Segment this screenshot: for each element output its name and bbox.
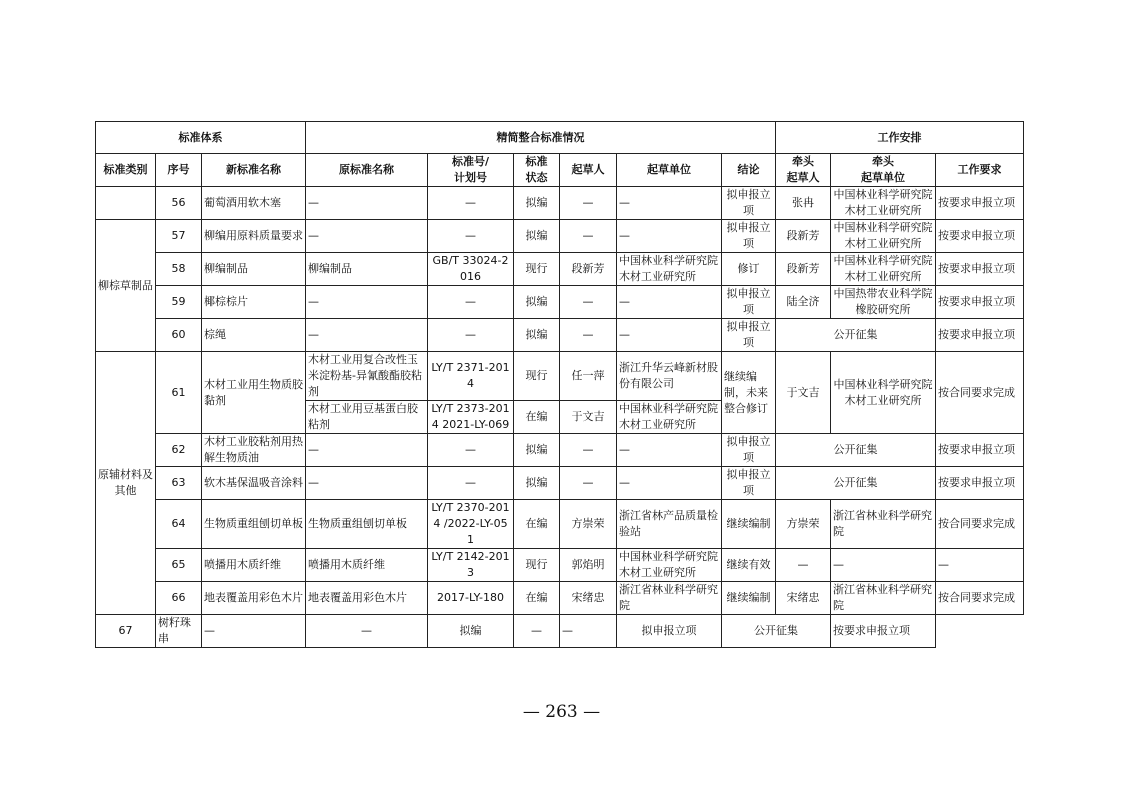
col-lead-drafter: 牵头 起草人 — [776, 154, 831, 187]
std-no: 2017-LY-180 — [428, 582, 514, 615]
drafter: — — [560, 286, 617, 319]
row-no: 59 — [156, 286, 202, 319]
status: 拟编 — [514, 434, 560, 467]
requirement: 按要求申报立项 — [936, 434, 1024, 467]
orig-name: 生物质重组刨切单板 — [306, 500, 428, 549]
open-collection: 公开征集 — [722, 615, 831, 648]
open-collection: 公开征集 — [776, 467, 936, 500]
col-requirement: 工作要求 — [936, 154, 1024, 187]
status: 在编 — [514, 582, 560, 615]
requirement: 按要求申报立项 — [936, 187, 1024, 220]
status: 拟编 — [514, 187, 560, 220]
col-no: 序号 — [156, 154, 202, 187]
requirement: 按要求申报立项 — [936, 253, 1024, 286]
std-no: — — [428, 220, 514, 253]
lead-unit: 中国林业科学研究院木材工业研究所 — [831, 352, 936, 434]
orig-name: — — [306, 187, 428, 220]
row-no: 58 — [156, 253, 202, 286]
std-no: — — [428, 187, 514, 220]
draft-unit: 浙江省林业科学研究院 — [617, 582, 722, 615]
group-work-arrangement: 工作安排 — [776, 122, 1024, 154]
conclusion: 拟申报立项 — [722, 319, 776, 352]
table-row — [96, 286, 1024, 319]
draft-unit: — — [617, 187, 722, 220]
category-raw: 原辅材料及其他 — [96, 352, 156, 615]
requirement: 按合同要求完成 — [936, 352, 1024, 434]
lead-unit: 中国热带农业科学院橡胶研究所 — [831, 286, 936, 319]
std-no: LY/T 2373-2014 2021-LY-069 — [428, 401, 514, 434]
drafter: 郭焰明 — [560, 549, 617, 582]
drafter: 于文吉 — [560, 401, 617, 434]
requirement: 按合同要求完成 — [936, 582, 1024, 615]
new-name: 生物质重组刨切单板 — [202, 500, 306, 549]
new-name: 柳编用原料质量要求 — [202, 220, 306, 253]
draft-unit: 浙江升华云峰新材股份有限公司 — [617, 352, 722, 401]
new-name: 地表覆盖用彩色木片 — [202, 582, 306, 615]
drafter: — — [560, 434, 617, 467]
lead-unit: 中国林业科学研究院木材工业研究所 — [831, 220, 936, 253]
group-streamline-situation: 精简整合标准情况 — [306, 122, 776, 154]
col-new-name: 新标准名称 — [202, 154, 306, 187]
col-orig-name: 原标准名称 — [306, 154, 428, 187]
conclusion: 修订 — [722, 253, 776, 286]
lead-drafter: 段新芳 — [776, 253, 831, 286]
std-no: LY/T 2371-2014 — [428, 352, 514, 401]
requirement: 按要求申报立项 — [936, 286, 1024, 319]
draft-unit: 中国林业科学研究院木材工业研究所 — [617, 253, 722, 286]
std-no: — — [428, 319, 514, 352]
table-row — [96, 467, 1024, 500]
col-std-no: 标准号/ 计划号 — [428, 154, 514, 187]
row-no: 65 — [156, 549, 202, 582]
table-row — [96, 352, 1024, 401]
table-row — [96, 187, 1024, 220]
lead-unit: — — [831, 549, 936, 582]
new-name: 树籽珠串 — [156, 615, 202, 648]
orig-name: — — [306, 319, 428, 352]
lead-drafter: 陆全济 — [776, 286, 831, 319]
new-name: 椰棕棕片 — [202, 286, 306, 319]
status: 拟编 — [514, 220, 560, 253]
table-row — [96, 220, 1024, 253]
table-row — [96, 434, 1024, 467]
conclusion: 拟申报立项 — [722, 286, 776, 319]
new-name: 葡萄酒用软木塞 — [202, 187, 306, 220]
lead-unit: 浙江省林业科学研究院 — [831, 582, 936, 615]
conclusion: 拟申报立项 — [722, 220, 776, 253]
conclusion: 继续编制 — [722, 500, 776, 549]
row-no: 67 — [96, 615, 156, 648]
requirement: 按要求申报立项 — [936, 220, 1024, 253]
page-number: — 263 — — [522, 702, 601, 722]
std-no: — — [428, 434, 514, 467]
drafter: — — [560, 467, 617, 500]
draft-unit: 中国林业科学研究院木材工业研究所 — [617, 549, 722, 582]
conclusion: 拟申报立项 — [722, 467, 776, 500]
std-no: — — [428, 467, 514, 500]
requirement: 按合同要求完成 — [936, 500, 1024, 549]
lead-drafter: 段新芳 — [776, 220, 831, 253]
conclusion: 拟申报立项 — [617, 615, 722, 648]
lead-drafter: 张冉 — [776, 187, 831, 220]
orig-name: — — [306, 434, 428, 467]
col-drafter: 起草人 — [560, 154, 617, 187]
conclusion: 拟申报立项 — [722, 187, 776, 220]
orig-name: 柳编制品 — [306, 253, 428, 286]
conclusion: 继续编制 — [722, 582, 776, 615]
drafter: — — [514, 615, 560, 648]
orig-name: 木材工业用豆基蛋白胶粘剂 — [306, 401, 428, 434]
row-no: 60 — [156, 319, 202, 352]
conclusion: 继续编制，未来整合修订 — [722, 352, 776, 434]
lead-drafter: 宋绪忠 — [776, 582, 831, 615]
col-category: 标准类别 — [96, 154, 156, 187]
requirement: — — [936, 549, 1024, 582]
table-row — [96, 615, 1024, 648]
header-group-row — [96, 122, 1024, 154]
drafter: 任一萍 — [560, 352, 617, 401]
orig-name: — — [306, 286, 428, 319]
category-cell-empty — [96, 187, 156, 220]
draft-unit: 浙江省林产品质量检验站 — [617, 500, 722, 549]
category-willow: 柳棕草制品 — [96, 220, 156, 352]
new-name: 木材工业用生物质胶黏剂 — [202, 352, 306, 434]
std-no: GB/T 33024-2016 — [428, 253, 514, 286]
table-row — [96, 253, 1024, 286]
draft-unit: — — [617, 319, 722, 352]
orig-name: 地表覆盖用彩色木片 — [306, 582, 428, 615]
new-name: 喷播用木质纤维 — [202, 549, 306, 582]
lead-drafter: — — [776, 549, 831, 582]
orig-name: — — [306, 467, 428, 500]
status: 拟编 — [514, 467, 560, 500]
draft-unit: — — [617, 467, 722, 500]
draft-unit: 中国林业科学研究院木材工业研究所 — [617, 401, 722, 434]
status: 拟编 — [514, 319, 560, 352]
group-standard-system: 标准体系 — [96, 122, 306, 154]
conclusion: 继续有效 — [722, 549, 776, 582]
status: 拟编 — [514, 286, 560, 319]
row-no: 66 — [156, 582, 202, 615]
status: 现行 — [514, 549, 560, 582]
orig-name: 木材工业用复合改性玉米淀粉基-异氰酸酯胶粘剂 — [306, 352, 428, 401]
new-name: 柳编制品 — [202, 253, 306, 286]
lead-unit: 浙江省林业科学研究院 — [831, 500, 936, 549]
draft-unit: — — [560, 615, 617, 648]
row-no: 64 — [156, 500, 202, 549]
conclusion: 拟申报立项 — [722, 434, 776, 467]
draft-unit: — — [617, 286, 722, 319]
requirement: 按要求申报立项 — [936, 319, 1024, 352]
open-collection: 公开征集 — [776, 319, 936, 352]
std-no: LY/T 2142-2013 — [428, 549, 514, 582]
new-name: 软木基保温吸音涂料 — [202, 467, 306, 500]
row-no: 56 — [156, 187, 202, 220]
std-no: — — [428, 286, 514, 319]
table-row — [96, 582, 1024, 615]
draft-unit: — — [617, 434, 722, 467]
lead-drafter: 方崇荣 — [776, 500, 831, 549]
drafter: 宋绪忠 — [560, 582, 617, 615]
status: 在编 — [514, 500, 560, 549]
orig-name: — — [306, 220, 428, 253]
col-lead-unit: 牵头 起草单位 — [831, 154, 936, 187]
drafter: 段新芳 — [560, 253, 617, 286]
row-no: 57 — [156, 220, 202, 253]
row-no: 61 — [156, 352, 202, 434]
std-no: LY/T 2370-2014 /2022-LY-051 — [428, 500, 514, 549]
header-column-row — [96, 154, 1024, 187]
drafter: — — [560, 319, 617, 352]
status: 拟编 — [428, 615, 514, 648]
standards-table — [95, 121, 1024, 648]
row-no: 62 — [156, 434, 202, 467]
table-row — [96, 549, 1024, 582]
std-no: — — [306, 615, 428, 648]
col-draft-unit: 起草单位 — [617, 154, 722, 187]
lead-drafter: 于文吉 — [776, 352, 831, 434]
status: 现行 — [514, 253, 560, 286]
table-row — [96, 319, 1024, 352]
row-no: 63 — [156, 467, 202, 500]
orig-name: 喷播用木质纤维 — [306, 549, 428, 582]
table-row — [96, 500, 1024, 549]
status: 在编 — [514, 401, 560, 434]
col-conclusion: 结论 — [722, 154, 776, 187]
drafter: 方崇荣 — [560, 500, 617, 549]
requirement: 按要求申报立项 — [831, 615, 936, 648]
status: 现行 — [514, 352, 560, 401]
lead-unit: 中国林业科学研究院木材工业研究所 — [831, 187, 936, 220]
open-collection: 公开征集 — [776, 434, 936, 467]
drafter: — — [560, 220, 617, 253]
lead-unit: 中国林业科学研究院木材工业研究所 — [831, 253, 936, 286]
col-status: 标准 状态 — [514, 154, 560, 187]
requirement: 按要求申报立项 — [936, 467, 1024, 500]
drafter: — — [560, 187, 617, 220]
new-name: 木材工业胶粘剂用热解生物质油 — [202, 434, 306, 467]
draft-unit: — — [617, 220, 722, 253]
orig-name: — — [202, 615, 306, 648]
new-name: 棕绳 — [202, 319, 306, 352]
